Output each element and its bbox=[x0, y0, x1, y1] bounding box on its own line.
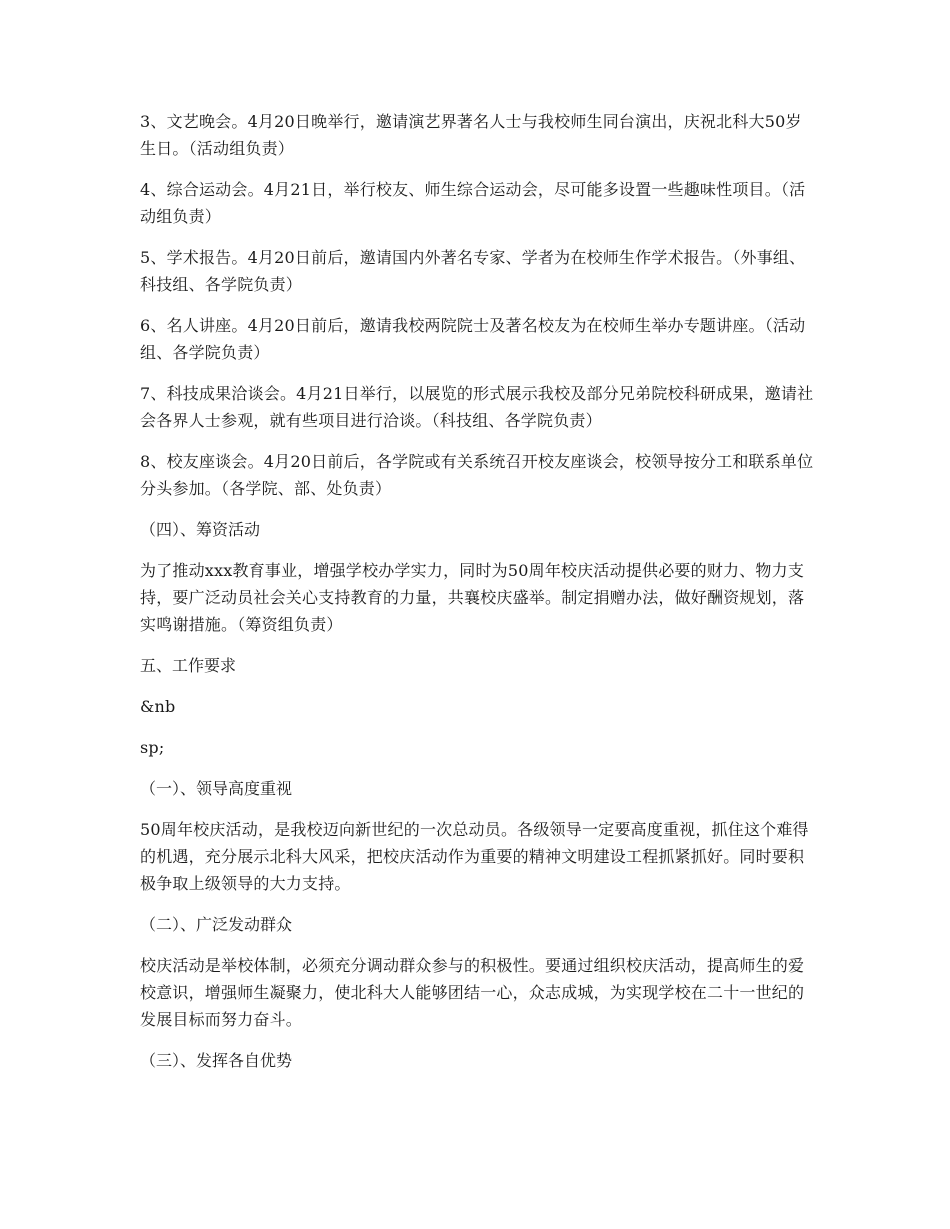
paragraph-academic-report: 5、学术报告。4月20日前后，邀请国内外著名专家、学者为在校师生作学术报告。（外事组、科技组、各学院负责） bbox=[140, 248, 806, 294]
paragraph-stray-entity-2: sp; bbox=[140, 738, 165, 757]
section-heading-mobilize: （二）、广泛发动群众 bbox=[140, 915, 293, 934]
document-body bbox=[140, 108, 815, 1088]
paragraph-alumni-forum: 8、校友座谈会。4月20日前后，各学院或有关系统召开校友座谈会，校领导按分工和联系单位分头参加。（各学院、部、处负责） bbox=[140, 452, 814, 498]
section-heading-advantages: （三）、发挥各自优势 bbox=[140, 1051, 293, 1070]
paragraph-lecture: 6、名人讲座。4月20日前后，邀请我校两院院士及著名校友为在校师生举办专题讲座。（活动组、各学院负责） bbox=[140, 316, 806, 362]
section-heading-fundraising: （四）、筹资活动 bbox=[140, 520, 261, 539]
paragraph-stray-entity-1: &nb bbox=[140, 697, 176, 716]
paragraph-mobilize: 校庆活动是举校体制，必须充分调动群众参与的积极性。要通过组织校庆活动，提高师生的爱校意识，增强师生凝聚力，使北科大人能够团结一心，众志成城，为实现学校在二十一世纪的发展目标而努力奋斗。 bbox=[140, 956, 805, 1029]
paragraph-sports-meet: 4、综合运动会。4月21日，举行校友、师生综合运动会，尽可能多设置一些趣味性项目。（活动组负责） bbox=[140, 180, 806, 226]
paragraph-cultural-evening: 3、文艺晚会。4月20日晚举行，邀请演艺界著名人士与我校师生同台演出，庆祝北科大50岁生日。（活动组负责） bbox=[140, 112, 802, 158]
section-heading-leadership: （一）、领导高度重视 bbox=[140, 779, 293, 798]
paragraph-leadership: 50周年校庆活动，是我校迈向新世纪的一次总动员。各级领导一定要高度重视，抓住这个难得的机遇，充分展示北科大风采，把校庆活动作为重要的精神文明建设工程抓紧抓好。同时要积极争取上级领导的大力支持。 bbox=[140, 820, 809, 893]
paragraph-fundraising: 为了推动xxx教育事业，增强学校办学实力，同时为50周年校庆活动提供必要的财力、物力支持，要广泛动员社会关心支持教育的力量，共襄校庆盛举。制定捐赠办法，做好酬资规划，落实鸣谢措施。（筹资组负责） bbox=[140, 561, 805, 634]
paragraph-tech-fair: 7、科技成果洽谈会。4月21日举行，以展览的形式展示我校及部分兄弟院校科研成果，邀请社会各界人士参观，就有些项目进行洽谈。（科技组、各学院负责） bbox=[140, 384, 814, 430]
section-heading-work-requirements: 五、工作要求 bbox=[140, 656, 237, 675]
